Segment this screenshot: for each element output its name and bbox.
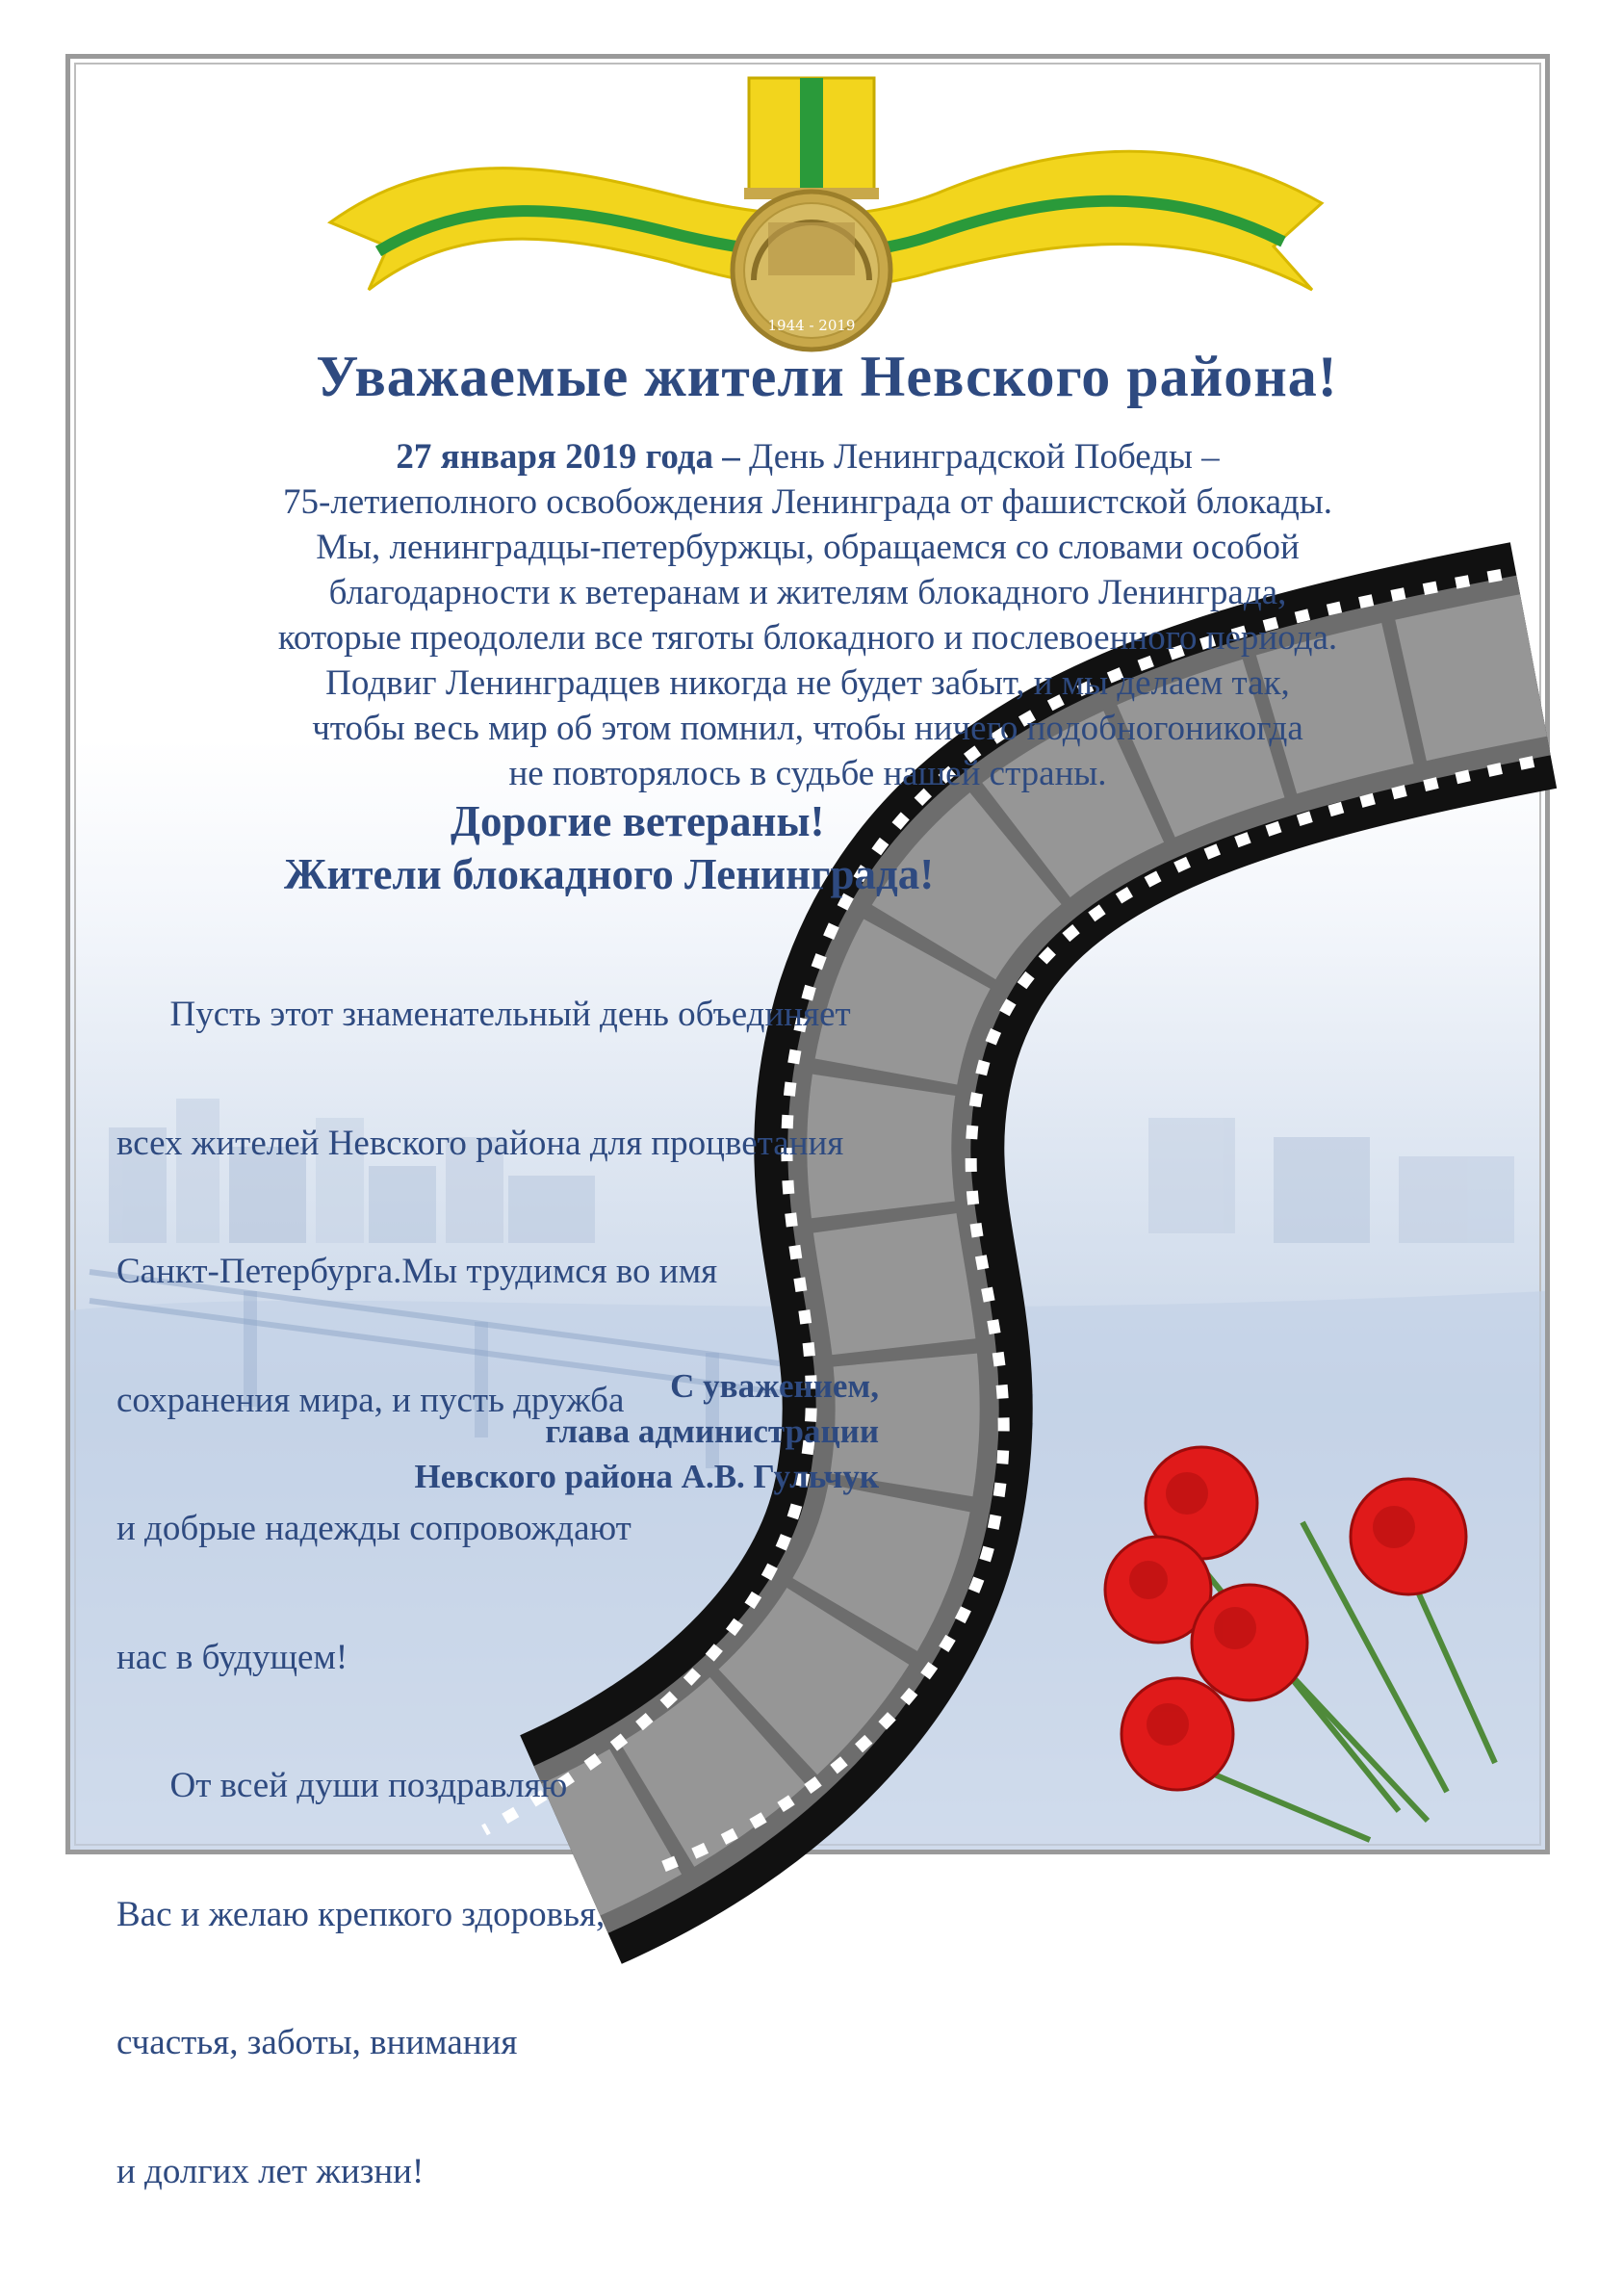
greeting-card [65,54,1550,2191]
greeting-blockade-residents: Жители блокадного Ленинграда! [284,850,935,898]
wishes-line: и долгих лет жизни! [116,2151,425,2191]
red-carnations-illustration [1081,1445,1524,1850]
wishes-line: Пусть этот знаменательный день объединяет [116,995,851,1034]
intro-line: которые преодолели все тяготы блокадного и послевоенного периода. [277,618,1338,658]
wishes-line: и добрые надежды сопровождают [116,1509,632,1548]
ribbon-medal-illustration [321,78,1331,357]
wishes-line: всех жителей Невского района для процветания [116,1123,844,1163]
wishes-line: сохранения мира, и пусть дружба [116,1380,625,1420]
intro-line: Мы, ленинградцы-петербуржцы, обращаемся со словами особой [316,528,1300,567]
wishes-paragraph [116,908,851,2279]
intro-line: не повторялось в судьбе нашей страны. [508,754,1107,793]
wishes-line: Санкт-Петербурга.Мы трудимся во имя [116,1252,718,1291]
intro-paragraph [70,434,1545,796]
wishes-line: От всей души поздравляю [116,1766,568,1805]
intro-first-line-rest: День Ленинградской Победы – [739,437,1220,477]
wishes-line: Вас и желаю крепкого здоровья, [116,1894,606,1934]
medal-years: 1944 - 2019 [767,317,856,334]
intro-line: 75-летиеполного освобождения Ленинграда от фашистской блокады. [283,482,1332,522]
signature-regards: С уважением, [670,1367,879,1405]
intro-line: чтобы весь мир об этом помнил, чтобы ничего подобногоникогда [312,709,1303,748]
date-bold: 27 января 2019 года – [396,437,740,477]
wishes-line: счастья, заботы, внимания [116,2023,518,2062]
greeting-veterans: Дорогие ветераны! [451,797,825,845]
main-title: Уважаемые жители Невского района! [316,345,1338,408]
signature-block [244,1363,879,1499]
intro-line: Подвиг Ленинградцев никогда не будет забыт, и мы делаем так, [325,663,1290,703]
wishes-line: нас в будущем! [116,1637,348,1677]
intro-first-line [70,434,1545,479]
intro-line: благодарности к ветеранам и жителям блокадного Ленинграда, [328,573,1287,612]
signature-position: глава администрации [545,1412,879,1450]
signature-name: Невского района А.В. Гульчук [414,1458,879,1495]
